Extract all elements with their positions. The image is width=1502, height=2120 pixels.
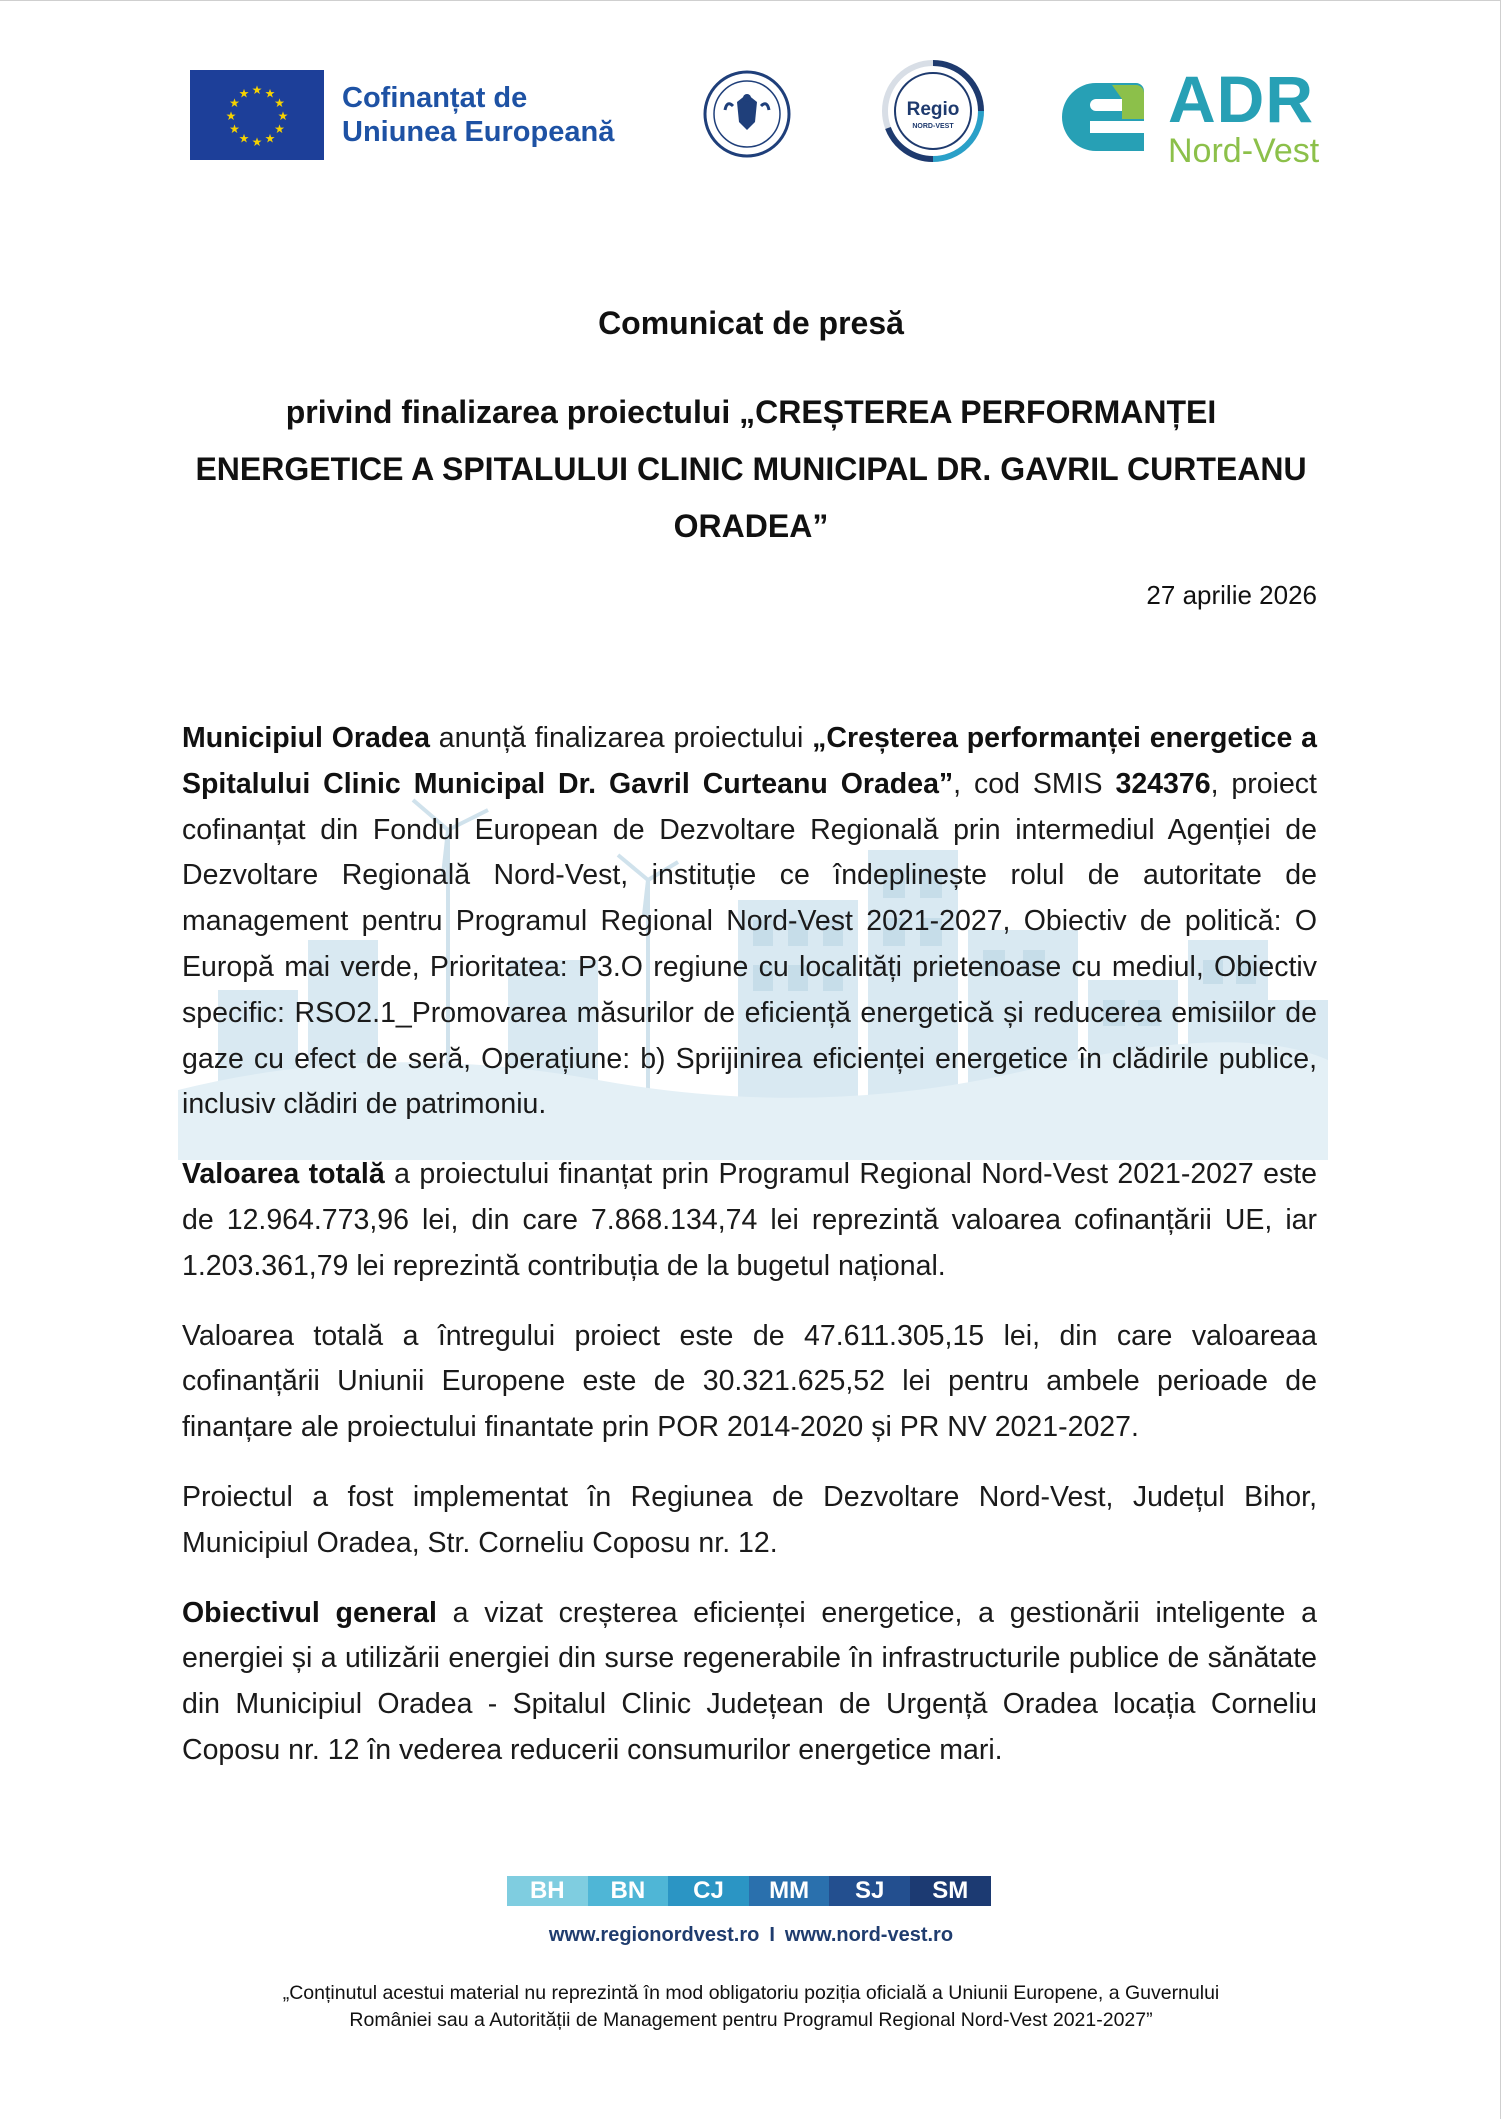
website-link-regionordvest[interactable]: www.regionordvest.ro <box>548 1924 760 1946</box>
intro-text-1: anunță finalizarea proiectului <box>429 722 813 754</box>
adr-subtitle: Nord-Vest <box>1168 132 1320 170</box>
eu-text-line1: Cofinanțat de <box>342 82 528 114</box>
county-cj: CJ <box>668 1876 749 1906</box>
intro-bold-3: 324376 <box>1115 767 1211 800</box>
svg-text:★: ★ <box>274 122 285 136</box>
intro-bold-2: „Creșterea performanței energetice a Spitalului Clinic Municipal Dr. Gavril Curteanu Oradea” <box>182 722 1317 800</box>
government-seal-icon <box>703 70 791 158</box>
disclaimer <box>200 1980 1302 2034</box>
svg-text:★: ★ <box>229 122 240 136</box>
footer-websites <box>0 1924 1502 1947</box>
general-objective-bold: Obiectivul general <box>182 1596 437 1629</box>
release-date: 27 aprilie 2026 <box>1146 580 1317 610</box>
disclaimer-line2: României sau a Autorității de Management pentru Programul Regional Nord-Vest 2021-2027” <box>349 2009 1153 2031</box>
county-bh: BH <box>507 1876 588 1906</box>
intro-paragraph <box>182 716 1317 1128</box>
svg-text:★: ★ <box>238 86 250 101</box>
county-sm: SM <box>910 1876 991 1906</box>
regio-subtext: NORD-VEST <box>912 123 954 130</box>
total-value-paragraph <box>182 1152 1317 1289</box>
eu-text-line2: Uniunea Europeană <box>342 116 615 148</box>
website-link-nord-vest[interactable]: www.nord-vest.ro <box>784 1924 954 1946</box>
regio-ring-icon <box>880 58 986 164</box>
regio-text: Regio <box>906 99 960 120</box>
eu-logo-text <box>342 81 614 149</box>
svg-text:★: ★ <box>251 135 263 149</box>
county-strip <box>507 1876 991 1906</box>
website-separator: I <box>769 1924 775 1946</box>
intro-bold-1: Municipiul Oradea <box>182 722 430 754</box>
svg-text:★: ★ <box>277 109 289 123</box>
eu-cofinancing-logo <box>190 70 614 160</box>
adr-nord-vest-logo <box>1050 62 1320 170</box>
general-objective-paragraph <box>182 1591 1317 1774</box>
svg-text:★: ★ <box>274 96 285 110</box>
county-mm: MM <box>749 1876 830 1906</box>
total-value-text: a proiectului finanțat prin Programul Regional Nord-Vest 2021-2027 este de 12.964.773,96 lei, din care 7.868.134,74 lei reprezintă valoarea cofinanțării UE, iar 1.203.361,79 lei reprezintă contribuția de la bugetul național. <box>182 1158 1318 1282</box>
eu-flag-icon <box>190 70 324 160</box>
svg-text:★: ★ <box>251 83 263 97</box>
disclaimer-line1: „Conținutul acestui material nu reprezintă în mod obligatoriu poziția oficială a Uniunii Europene, a Guvernului <box>282 1982 1220 2004</box>
county-bn: BN <box>588 1876 669 1906</box>
svg-text:★: ★ <box>264 131 276 146</box>
svg-text:★: ★ <box>264 86 276 101</box>
county-sj: SJ <box>829 1876 910 1906</box>
intro-text-2: , cod SMIS <box>953 767 1116 800</box>
whole-project-value-paragraph: Valoarea totală a întregului proiect este de 47.611.305,15 lei, din care valoareaa cofinanțării Uniunii Europene este de 30.321.625,52 lei pentru ambele perioade de finanțare ale proiectului finantate prin POR 2014-2020 și PR NV 2021-2027. <box>182 1319 1317 1444</box>
svg-text:★: ★ <box>225 109 237 123</box>
regio-logo <box>880 58 986 164</box>
page-title: Comunicat de presă <box>598 305 904 341</box>
project-title: privind finalizarea proiectului „CREȘTEREA PERFORMANȚEI ENERGETICE A SPITALULUI CLINIC MUNICIPAL DR. GAVRIL CURTEANU ORADEA” <box>195 394 1307 544</box>
svg-text:★: ★ <box>229 96 240 110</box>
total-value-bold: Valoarea totală <box>182 1158 385 1191</box>
svg-text:★: ★ <box>238 131 250 146</box>
adr-e-mark-icon <box>1050 71 1154 163</box>
eu-stars-icon <box>190 70 324 160</box>
general-objective-text: a vizat creșterea eficienței energetice, a gestionării inteligente a energiei și a utilizării energiei din surse regenerabile în infrastructurile publice de sănătate din Municipiul Oradea - Spitalul Clinic Județean de Urgență Oradea locația Corneliu Coposu nr. 12 în vederea reducerii consumurilor energetice mari. <box>182 1596 1317 1766</box>
adr-title: ADR <box>1168 62 1314 136</box>
location-paragraph: Proiectul a fost implementat în Regiunea de Dezvoltare Nord-Vest, Județul Bihor, Municipiul Oradea, Str. Corneliu Coposu nr. 12. <box>182 1480 1317 1559</box>
intro-text-3: , proiect cofinanțat din Fondul European de Dezvoltare Regională prin intermediul Agenției de Dezvoltare Regională Nord-Vest, instituție ce îndeplinește rolul de autoritate de management pentru Programul Regional Nord-Vest 2021-2027, Obiectiv de politică: O Europă mai verde, Prioritatea: P3.O regiune cu localități prietenoase cu mediul, Obiectiv specific: RSO2.1_Promovarea măsurilor de eficiență energetică și reducerea emisiilor de gaze cu efect de seră, Operațiune: b) Sprijinirea eficienței energetice în clădirile publice, inclusiv clădiri de patrimoniu. <box>182 767 1317 1121</box>
press-release-body <box>182 716 1317 1798</box>
